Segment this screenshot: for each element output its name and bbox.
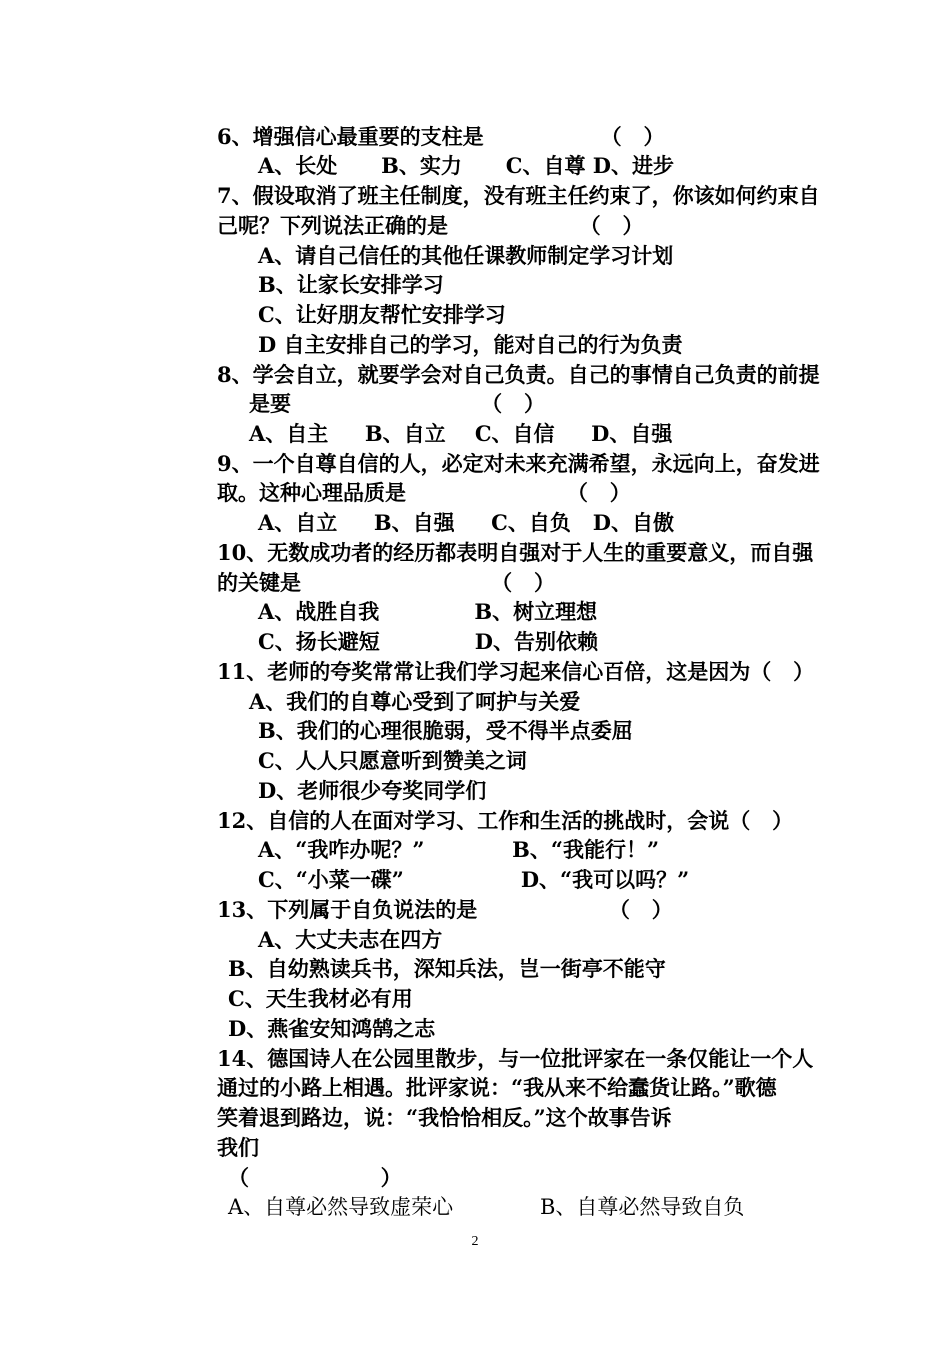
text-line: 是要 （ ） (249, 391, 546, 416)
text-line: 笑着退到路边，说：“我恰恰相反。”这个故事告诉 (217, 1105, 672, 1130)
text-line: B、让家长安排学习 (258, 272, 444, 297)
text-line: C、人人只愿意听到赞美之词 (258, 748, 527, 773)
text-line: A、战胜自我 B、树立理想 (258, 599, 598, 624)
text-line: A、长处 B、实力 C、自尊 D、进步 (258, 153, 675, 178)
text-line: D、燕雀安知鸿鹄之志 (228, 1016, 436, 1041)
text-line: 9、一个自尊自信的人，必定对未来充满希望，永远向上，奋发进 (217, 451, 820, 476)
text-line: 取。这种心理品质是 （ ） (217, 480, 631, 505)
text-line: A、自立 B、自强 C、自负 D、自傲 (258, 510, 675, 535)
text-line: D 自主安排自己的学习，能对自己的行为负责 (258, 332, 683, 357)
text-line: A、请自己信任的其他任课教师制定学习计划 (258, 243, 674, 268)
text-line: 的关键是 （ ） (217, 570, 556, 595)
text-line: D、老师很少夸奖同学们 (258, 778, 487, 803)
text-line: 7、假设取消了班主任制度，没有班主任约束了，你该如何约束自 (217, 183, 820, 208)
text-line: C、天生我材必有用 (228, 986, 413, 1011)
text-line: A、大丈夫志在四方 (258, 927, 443, 952)
text-line: 己呢？下列说法正确的是 （ ） (217, 213, 644, 238)
text-line: A、“我咋办呢？” B、“我能行！” (258, 837, 660, 862)
text-line: C、“小菜一碟” D、“我可以吗？” (258, 867, 690, 892)
text-line: A、自主 B、自立 C、自信 D、自强 (249, 421, 673, 446)
text-line: 13、下列属于自负说法的是 （ ） (217, 897, 673, 922)
text-line: 8、学会自立，就要学会对自己负责。自己的事情自己负责的前提 (217, 362, 820, 387)
text-line: 通过的小路上相遇。批评家说：“我从来不给蠢货让路。”歌德 (217, 1075, 777, 1100)
text-line: A、自尊必然导致虚荣心 B、自尊必然导致自负 (228, 1195, 745, 1219)
text-line: 10、无数成功者的经历都表明自强对于人生的重要意义，而自强 (217, 540, 814, 565)
text-line: A、我们的自尊心受到了呵护与关爱 (249, 689, 581, 714)
text-line: 6、增强信心最重要的支柱是 （ ） (217, 124, 665, 149)
text-line: C、让好朋友帮忙安排学习 (258, 302, 506, 327)
text-line: 11、老师的夸奖常常让我们学习起来信心百倍，这是因为（ ） (217, 659, 815, 684)
text-line: （ ） (228, 1165, 402, 1190)
text-line: B、我们的心理很脆弱，受不得半点委屈 (258, 718, 633, 743)
text-line: 12、自信的人在面对学习、工作和生活的挑战时，会说（ ） (217, 808, 794, 833)
text-line: C、扬长避短 D、告别依赖 (258, 629, 598, 654)
text-line: 14、德国诗人在公园里散步，与一位批评家在一条仅能让一个人 (217, 1046, 814, 1071)
page-number: 2 (471, 1234, 479, 1249)
text-line: 我们 (217, 1135, 259, 1160)
text-line: B、自幼熟读兵书，深知兵法，岂一街亭不能守 (228, 956, 666, 981)
